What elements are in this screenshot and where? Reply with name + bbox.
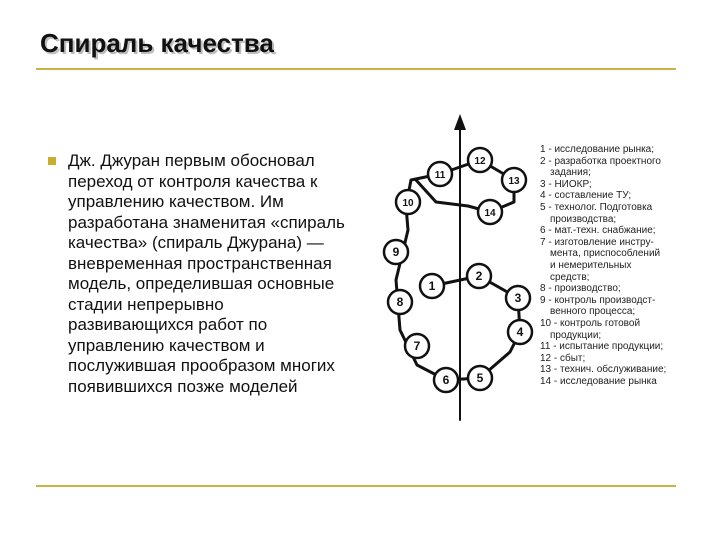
- axis-arrowhead: [454, 114, 466, 130]
- spiral-node-13: [502, 168, 526, 192]
- legend-item: 8 - производство;: [540, 283, 621, 295]
- legend-item: 14 - исследование рынка: [540, 375, 657, 387]
- spiral-node-label: 7: [413, 339, 421, 353]
- legend-item: 11 - испытание продукции;: [540, 341, 664, 353]
- quality-spiral-diagram: [372, 110, 542, 430]
- spiral-node-label: 5: [476, 371, 484, 385]
- legend-item-continuation: венного процесса;: [550, 306, 636, 318]
- spiral-node-label: 9: [392, 245, 400, 259]
- legend-item: 2 - разработка проектного: [540, 155, 661, 167]
- legend-item: 5 - технолог. Подготовка: [540, 201, 653, 213]
- spiral-node-12: [468, 148, 492, 172]
- legend-item: 12 - сбыт;: [540, 352, 586, 364]
- spiral-node-label: 8: [396, 295, 404, 309]
- spiral-node-14: [478, 200, 502, 224]
- spiral-node-label: 6: [442, 373, 450, 387]
- spiral-node-10: [396, 190, 420, 214]
- legend-item: 6 - мат.-техн. снабжание;: [540, 225, 656, 237]
- body-paragraph: Дж. Джуран первым обосновал переход от контроля качества к управлению качеством. Им разработана знаменитая «спираль качества» (спираль Джурана) — вневременная пространственная модель, определившая основные стадии непрерывно развивающихся работ по управлению качеством и послужившая прообразом многих появившихся позже моделей: [68, 151, 345, 396]
- spiral-node-5: [468, 366, 492, 390]
- spiral-node-label: 13: [508, 176, 520, 187]
- spiral-node-label: 14: [484, 208, 496, 219]
- legend-item: 3 - НИОКР;: [540, 178, 592, 190]
- spiral-node-7: [405, 334, 429, 358]
- spiral-node-4: [508, 320, 532, 344]
- spiral-node-2: [467, 264, 491, 288]
- spiral-node-6: [434, 368, 458, 392]
- spiral-node-label: 2: [475, 269, 483, 283]
- spiral-node-8: [388, 290, 412, 314]
- spiral-node-11: [428, 162, 452, 186]
- legend-item: 4 - составление ТУ;: [540, 190, 632, 202]
- legend-item-continuation: мента, приспособлений: [550, 248, 661, 260]
- spiral-node-label: 10: [402, 198, 414, 209]
- spiral-node-9: [384, 240, 408, 264]
- slide-title: Спираль качества: [40, 28, 274, 58]
- legend-item: 13 - технич. обслуживание;: [540, 364, 667, 376]
- spiral-node-label: 4: [516, 325, 524, 339]
- spiral-node-label: 12: [474, 156, 486, 167]
- spiral-nodes: [384, 148, 532, 392]
- bottom-divider: [36, 485, 676, 487]
- legend-item-continuation: средств;: [550, 271, 590, 283]
- legend-item-continuation: и немерительных: [550, 259, 632, 271]
- stage-legend: [540, 144, 720, 387]
- spiral-node-label: 11: [434, 170, 446, 181]
- legend-item-continuation: задания;: [550, 167, 591, 179]
- legend-item: 1 - исследование рынка;: [540, 144, 655, 155]
- legend-item: 7 - изготовление инстру-: [540, 236, 654, 248]
- bullet-marker: [48, 157, 56, 165]
- spiral-node-3: [506, 286, 530, 310]
- spiral-node-label: 3: [514, 291, 522, 305]
- top-divider: [36, 68, 676, 70]
- legend-item-continuation: продукции;: [550, 329, 602, 341]
- legend-item: 10 - контроль готовой: [540, 317, 641, 329]
- legend-item-continuation: производства;: [550, 213, 617, 225]
- spiral-node-1: [420, 274, 444, 298]
- legend-item: 9 - контроль производст-: [540, 294, 656, 306]
- spiral-node-label: 1: [428, 279, 436, 293]
